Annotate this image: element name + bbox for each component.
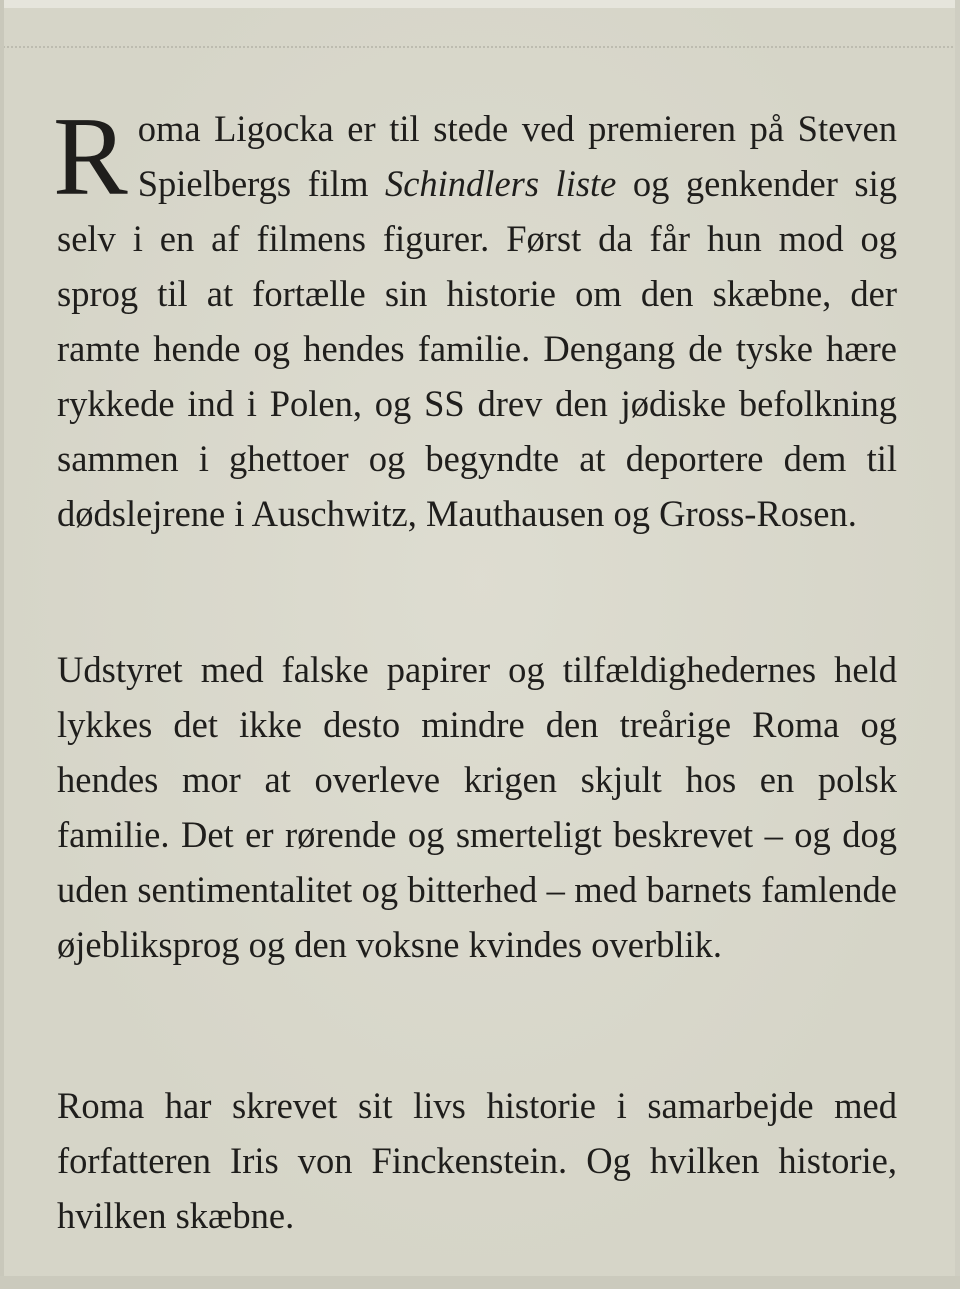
left-edge: [0, 0, 4, 1289]
film-title: Schindlers liste: [384, 163, 617, 204]
bottom-edge: [0, 1276, 960, 1289]
blurb-paragraph-1: [53, 95, 897, 541]
top-border-line: [0, 46, 960, 48]
blurb-paragraph-3: Roma har skrevet sit livs historie i samarbejde med forfatteren Iris von Finckenstein. Og hvilken historie, hvilken skæbne.: [57, 1085, 897, 1236]
blurb-paragraph-2: Udstyret med falske papirer og tilfældighedernes held lykkes det ikke desto mindre den treårige Roma og hendes mor at overleve krigen skjult hos en polsk familie. Det er rørende og smerteligt beskrevet – og dog uden sentimentalitet og bitterhed – med barnets famlende øjebliksprog og den voksne kvindes overblik.: [57, 649, 897, 965]
blurb-paragraph-1-body: og genkender sig selv i en af filmens figurer. Først da får hun mod og sprog til at fortælle sin historie om den skæbne, der ramte hende og hendes familie. Dengang de tyske hære rykkede ind i Polen, og SS drev den jødiske befolkning sammen i ghettoer og begyndte at deportere dem til dødslejrene i Auschwitz, Mauthausen og Gross-Rosen.: [57, 163, 897, 534]
right-edge: [955, 0, 960, 1289]
blurb-paragraph-1-intro: oma Ligocka er til stede ved premieren på Steven Spielbergs film: [137, 108, 897, 204]
drop-cap: R: [53, 95, 128, 219]
top-edge: [0, 0, 960, 8]
